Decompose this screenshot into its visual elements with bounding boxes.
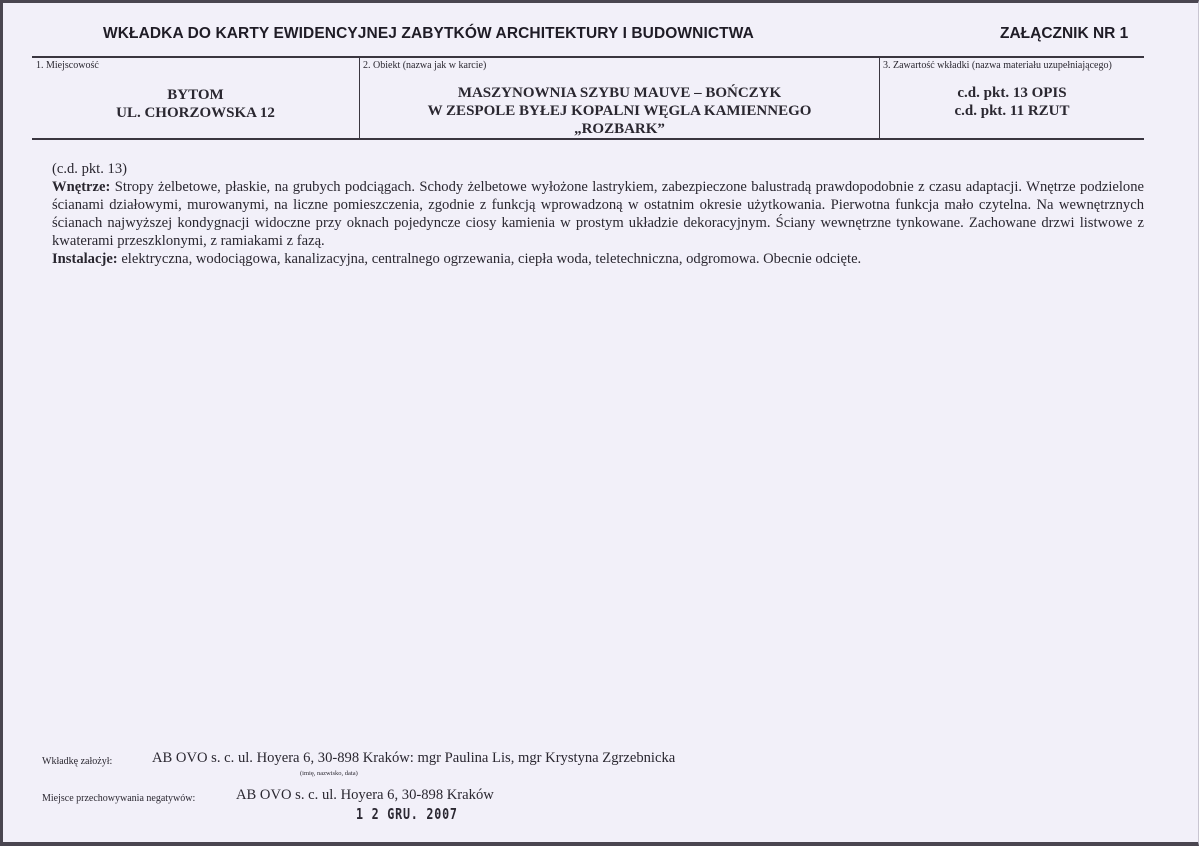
author-hint: (imię, nazwisko, data) (300, 770, 358, 777)
field-location-label: 1. Miejscowość (36, 60, 99, 71)
object-name-line-1: MASZYNOWNIA SZYBU MAUVE – BOŃCZYK (457, 85, 782, 101)
author-label: Wkładkę założył: (42, 756, 113, 767)
field-location-value (32, 86, 359, 122)
section-interior-heading: Wnętrze: (52, 179, 111, 195)
location-street: UL. CHORZOWSKA 12 (116, 105, 275, 121)
section-installations-text: elektryczna, wodociągowa, kanalizacyjna, centralnego ogrzewania, ciepła woda, teletechniczna, odgromowa. Obecnie odcięte. (121, 251, 862, 267)
contents-line-1: c.d. pkt. 13 OPIS (957, 85, 1067, 101)
field-object-value (360, 84, 879, 138)
table-top-border (32, 56, 1144, 58)
location-city: BYTOM (167, 87, 224, 103)
contents-line-2: c.d. pkt. 11 RZUT (954, 103, 1070, 119)
storage-value: AB OVO s. c. ul. Hoyera 6, 30-898 Kraków (236, 787, 494, 803)
section-interior-text: Stropy żelbetowe, płaskie, na grubych podciągach. Schody żelbetowe wyłożone lastrykiem, zabezpieczone balustradą prawdopodobnie z czasu adaptacji. Wnętrze podzielone ścianami działowymi, murowanymi, na liczne pomieszczenia, zgodnie z funkcją wprowadzoną w ostatnim okresie użytkowania. Pierwotna funkcja mało czytelna. Na wewnętrznych ścianach najwyższej kondygnacji widoczne przy oknach pojedyncze ciosy kamienia w prostym układzie dekoracyjnym. Ściany wewnętrzne tynkowane. Zachowane drzwi listwowe z kwaterami przeszklonymi, z ramiakami z fazą. (52, 179, 1144, 249)
continuation-note: (c.d. pkt. 13) (52, 161, 127, 177)
section-interior (52, 178, 1144, 250)
field-contents-label: 3. Zawartość wkładki (nazwa materiału uzupełniającego) (883, 60, 1112, 71)
section-installations (52, 250, 1144, 268)
field-object-label: 2. Obiekt (nazwa jak w karcie) (363, 60, 487, 71)
author-value: AB OVO s. c. ul. Hoyera 6, 30-898 Kraków: mgr Paulina Lis, mgr Krystyna Zgrzebnicka (152, 750, 676, 766)
document-title: WKŁADKA DO KARTY EWIDENCYJNEJ ZABYTKÓW ARCHITEKTURY I BUDOWNICTWA (103, 25, 754, 42)
object-name-line-3: „ROZBARK” (574, 121, 665, 137)
date-stamp: 1 2 GRU. 2007 (356, 805, 458, 823)
object-name-line-2: W ZESPOLE BYŁEJ KOPALNI WĘGLA KAMIENNEGO (427, 103, 812, 119)
section-installations-heading: Instalacje: (52, 251, 118, 267)
table-bottom-border (32, 138, 1144, 140)
storage-label: Miejsce przechowywania negatywów: (42, 793, 196, 804)
annex-number: ZAŁĄCZNIK NR 1 (1000, 25, 1129, 42)
description-body (52, 160, 1144, 268)
field-contents-value (880, 84, 1144, 120)
